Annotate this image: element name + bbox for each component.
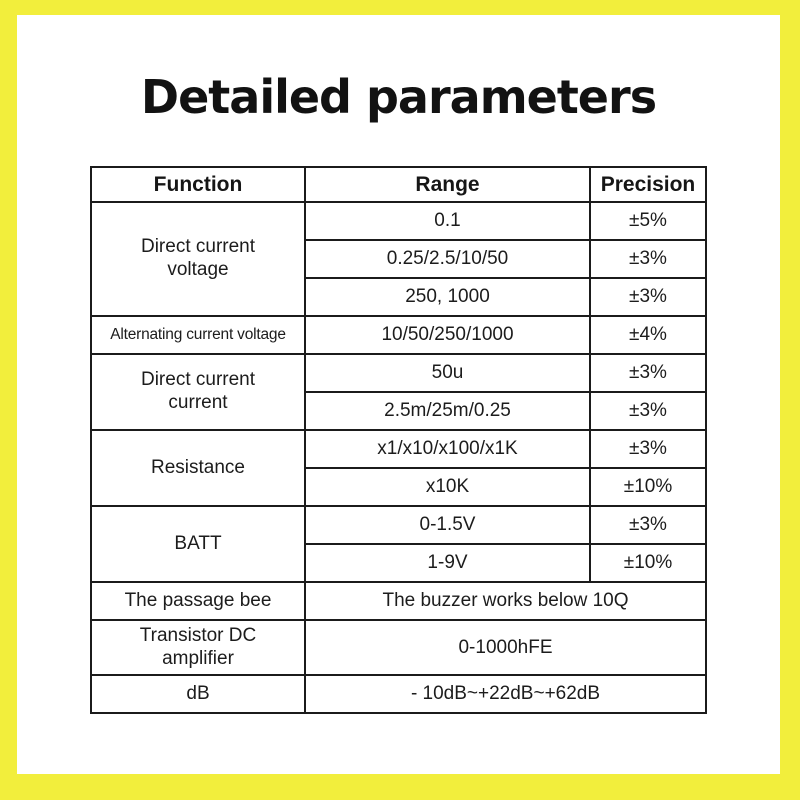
precision-cell: ±10% [590,468,706,506]
range-cell: 0.25/2.5/10/50 [305,240,590,278]
table-row [91,354,706,392]
range-cell: 10/50/250/1000 [305,316,590,354]
precision-cell: ±3% [590,278,706,316]
function-cell-transistor-dc-amplifier: Transistor DC amplifier [91,620,305,675]
range-cell: The buzzer works below 10Q [305,582,706,620]
function-cell-batt: BATT [91,506,305,582]
page-title: Detailed parameters [140,70,657,124]
page-background [17,15,780,774]
function-cell-alternating-current-voltage: Alternating current voltage [91,316,305,354]
parameters-table [90,166,707,714]
col-header-function: Function [91,167,305,202]
function-cell-resistance: Resistance [91,430,305,506]
table-header-row [91,167,706,202]
table-row [91,202,706,240]
precision-cell: ±3% [590,354,706,392]
table-row [91,506,706,544]
range-cell: 1-9V [305,544,590,582]
precision-cell: ±3% [590,240,706,278]
precision-cell: ±4% [590,316,706,354]
range-cell: x10K [305,468,590,506]
precision-cell: ±10% [590,544,706,582]
table-row [91,316,706,354]
col-header-precision: Precision [590,167,706,202]
range-cell: 250, 1000 [305,278,590,316]
table-row [91,430,706,468]
range-cell: - 10dB~+22dB~+62dB [305,675,706,713]
table-row [91,675,706,713]
table-row [91,582,706,620]
range-cell: 0.1 [305,202,590,240]
range-cell: 50u [305,354,590,392]
table-row [91,620,706,675]
function-cell-passage-bee: The passage bee [91,582,305,620]
function-cell-direct-current-voltage: Direct current voltage [91,202,305,316]
col-header-range: Range [305,167,590,202]
range-cell: x1/x10/x100/x1K [305,430,590,468]
range-cell: 0-1000hFE [305,620,706,675]
range-cell: 0-1.5V [305,506,590,544]
function-cell-direct-current-current: Direct current current [91,354,305,430]
precision-cell: ±5% [590,202,706,240]
function-cell-db: dB [91,675,305,713]
range-cell: 2.5m/25m/0.25 [305,392,590,430]
precision-cell: ±3% [590,506,706,544]
precision-cell: ±3% [590,392,706,430]
precision-cell: ±3% [590,430,706,468]
